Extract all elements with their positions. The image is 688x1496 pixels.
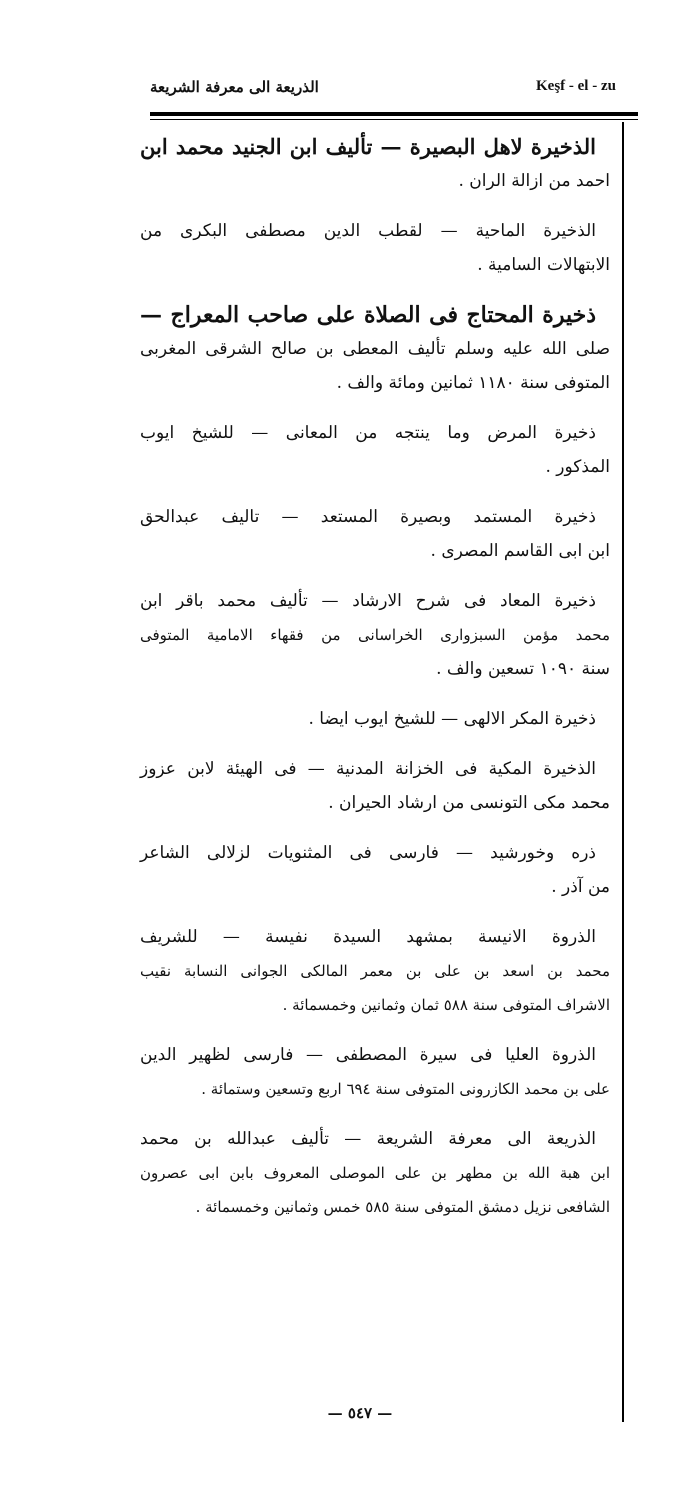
entry — [140, 836, 610, 904]
entry-line: الابتهالات السامية . — [477, 255, 610, 275]
entry-line: المتوفى سنة ١١٨٠ ثمانين ومائة والف . — [336, 373, 610, 393]
entry-heading-line: ذخيرة المحتاج فى الصلاة على صاحب المعراج — — [140, 302, 596, 328]
entry-line: محمد بن اسعد بن على بن معمر المالكى الجوانى النسابة نقيب — [140, 962, 610, 980]
entry-line: الشافعى نزيل دمشق المتوفى سنة ٥٨٥ خمس وثمانين وخمسمائة . — [195, 1198, 610, 1216]
entry — [140, 1122, 610, 1224]
header-rule-thin — [150, 119, 638, 120]
entry-heading-line: الذخيرة الماحية — لقطب الدين مصطفى البكرى من — [140, 221, 596, 241]
entry — [140, 130, 610, 198]
entry-line: محمد مؤمن السبزوارى الخراسانى من فقهاء الامامية المتوفى — [140, 626, 610, 644]
header-title: الذريعة الى معرفة الشريعة — [150, 78, 319, 96]
entry-heading-line: ذخيرة المكر الالهى — للشيخ ايوب ايضا . — [308, 709, 596, 729]
page-number: — ٥٤٧ — — [327, 1404, 393, 1422]
entry-line: من آذر . — [551, 877, 610, 897]
entries-list — [140, 130, 610, 1240]
margin-rule — [622, 122, 624, 1422]
entry-line: ابن ابى القاسم المصرى . — [430, 541, 610, 561]
entry-heading-line: الذخيرة لاهل البصيرة — تأليف ابن الجنيد محمد ابن — [140, 134, 596, 159]
entry-line: المذكور . — [545, 457, 610, 477]
entry-heading-line: ذخيرة المستمد وبصيرة المستعد — تاليف عبدالحق — [140, 507, 596, 527]
entry-line: ابن هبة الله بن مطهر بن على الموصلى المعروف بابن ابى عصرون — [140, 1164, 610, 1182]
entry — [140, 920, 610, 1022]
entry-heading-line: الذريعة الى معرفة الشريعة — تأليف عبدالله بن محمد — [140, 1129, 596, 1149]
header-rule-thick — [150, 112, 638, 116]
header-latin-title: Keşf - el - zu — [536, 78, 616, 94]
entry — [140, 584, 610, 686]
entry — [140, 298, 610, 400]
entry-line: على بن محمد الكازرونى المتوفى سنة ٦٩٤ اربع وتسعين وستمائة . — [201, 1080, 610, 1098]
entry — [140, 702, 610, 736]
entry — [140, 416, 610, 484]
entry — [140, 214, 610, 282]
running-header — [150, 78, 638, 102]
entry-heading-line: ذخيرة المعاد فى شرح الارشاد — تأليف محمد باقر ابن — [140, 591, 596, 611]
entry-line: صلى الله عليه وسلم تأليف المعطى بن صالح الشرقى المغربى — [140, 339, 610, 359]
entry-heading-line: الذخيرة المكية فى الخزانة المدنية — فى الهيئة لابن عزوز — [140, 759, 596, 779]
entry — [140, 1038, 610, 1106]
entry-line: سنة ١٠٩٠ تسعين والف . — [436, 659, 610, 679]
entry-line: محمد مكى التونسى من ارشاد الحيران . — [328, 793, 610, 813]
entry-heading-line: الذروة العليا فى سيرة المصطفى — فارسى لظهير الدين — [140, 1045, 596, 1065]
entry-heading-line: ذخيرة المرض وما ينتجه من المعانى — للشيخ ايوب — [140, 423, 596, 443]
entry — [140, 752, 610, 820]
entry-line: احمد من ازالة الران . — [458, 171, 610, 191]
entry-heading-line: الذروة الانيسة بمشهد السيدة نفيسة — للشريف — [140, 927, 596, 947]
entry-line: الاشراف المتوفى سنة ٥٨٨ ثمان وثمانين وخمسمائة . — [282, 996, 610, 1014]
entry-heading-line: ذره وخورشيد — فارسى فى المثنويات لزلالى الشاعر — [140, 843, 596, 863]
entry — [140, 500, 610, 568]
